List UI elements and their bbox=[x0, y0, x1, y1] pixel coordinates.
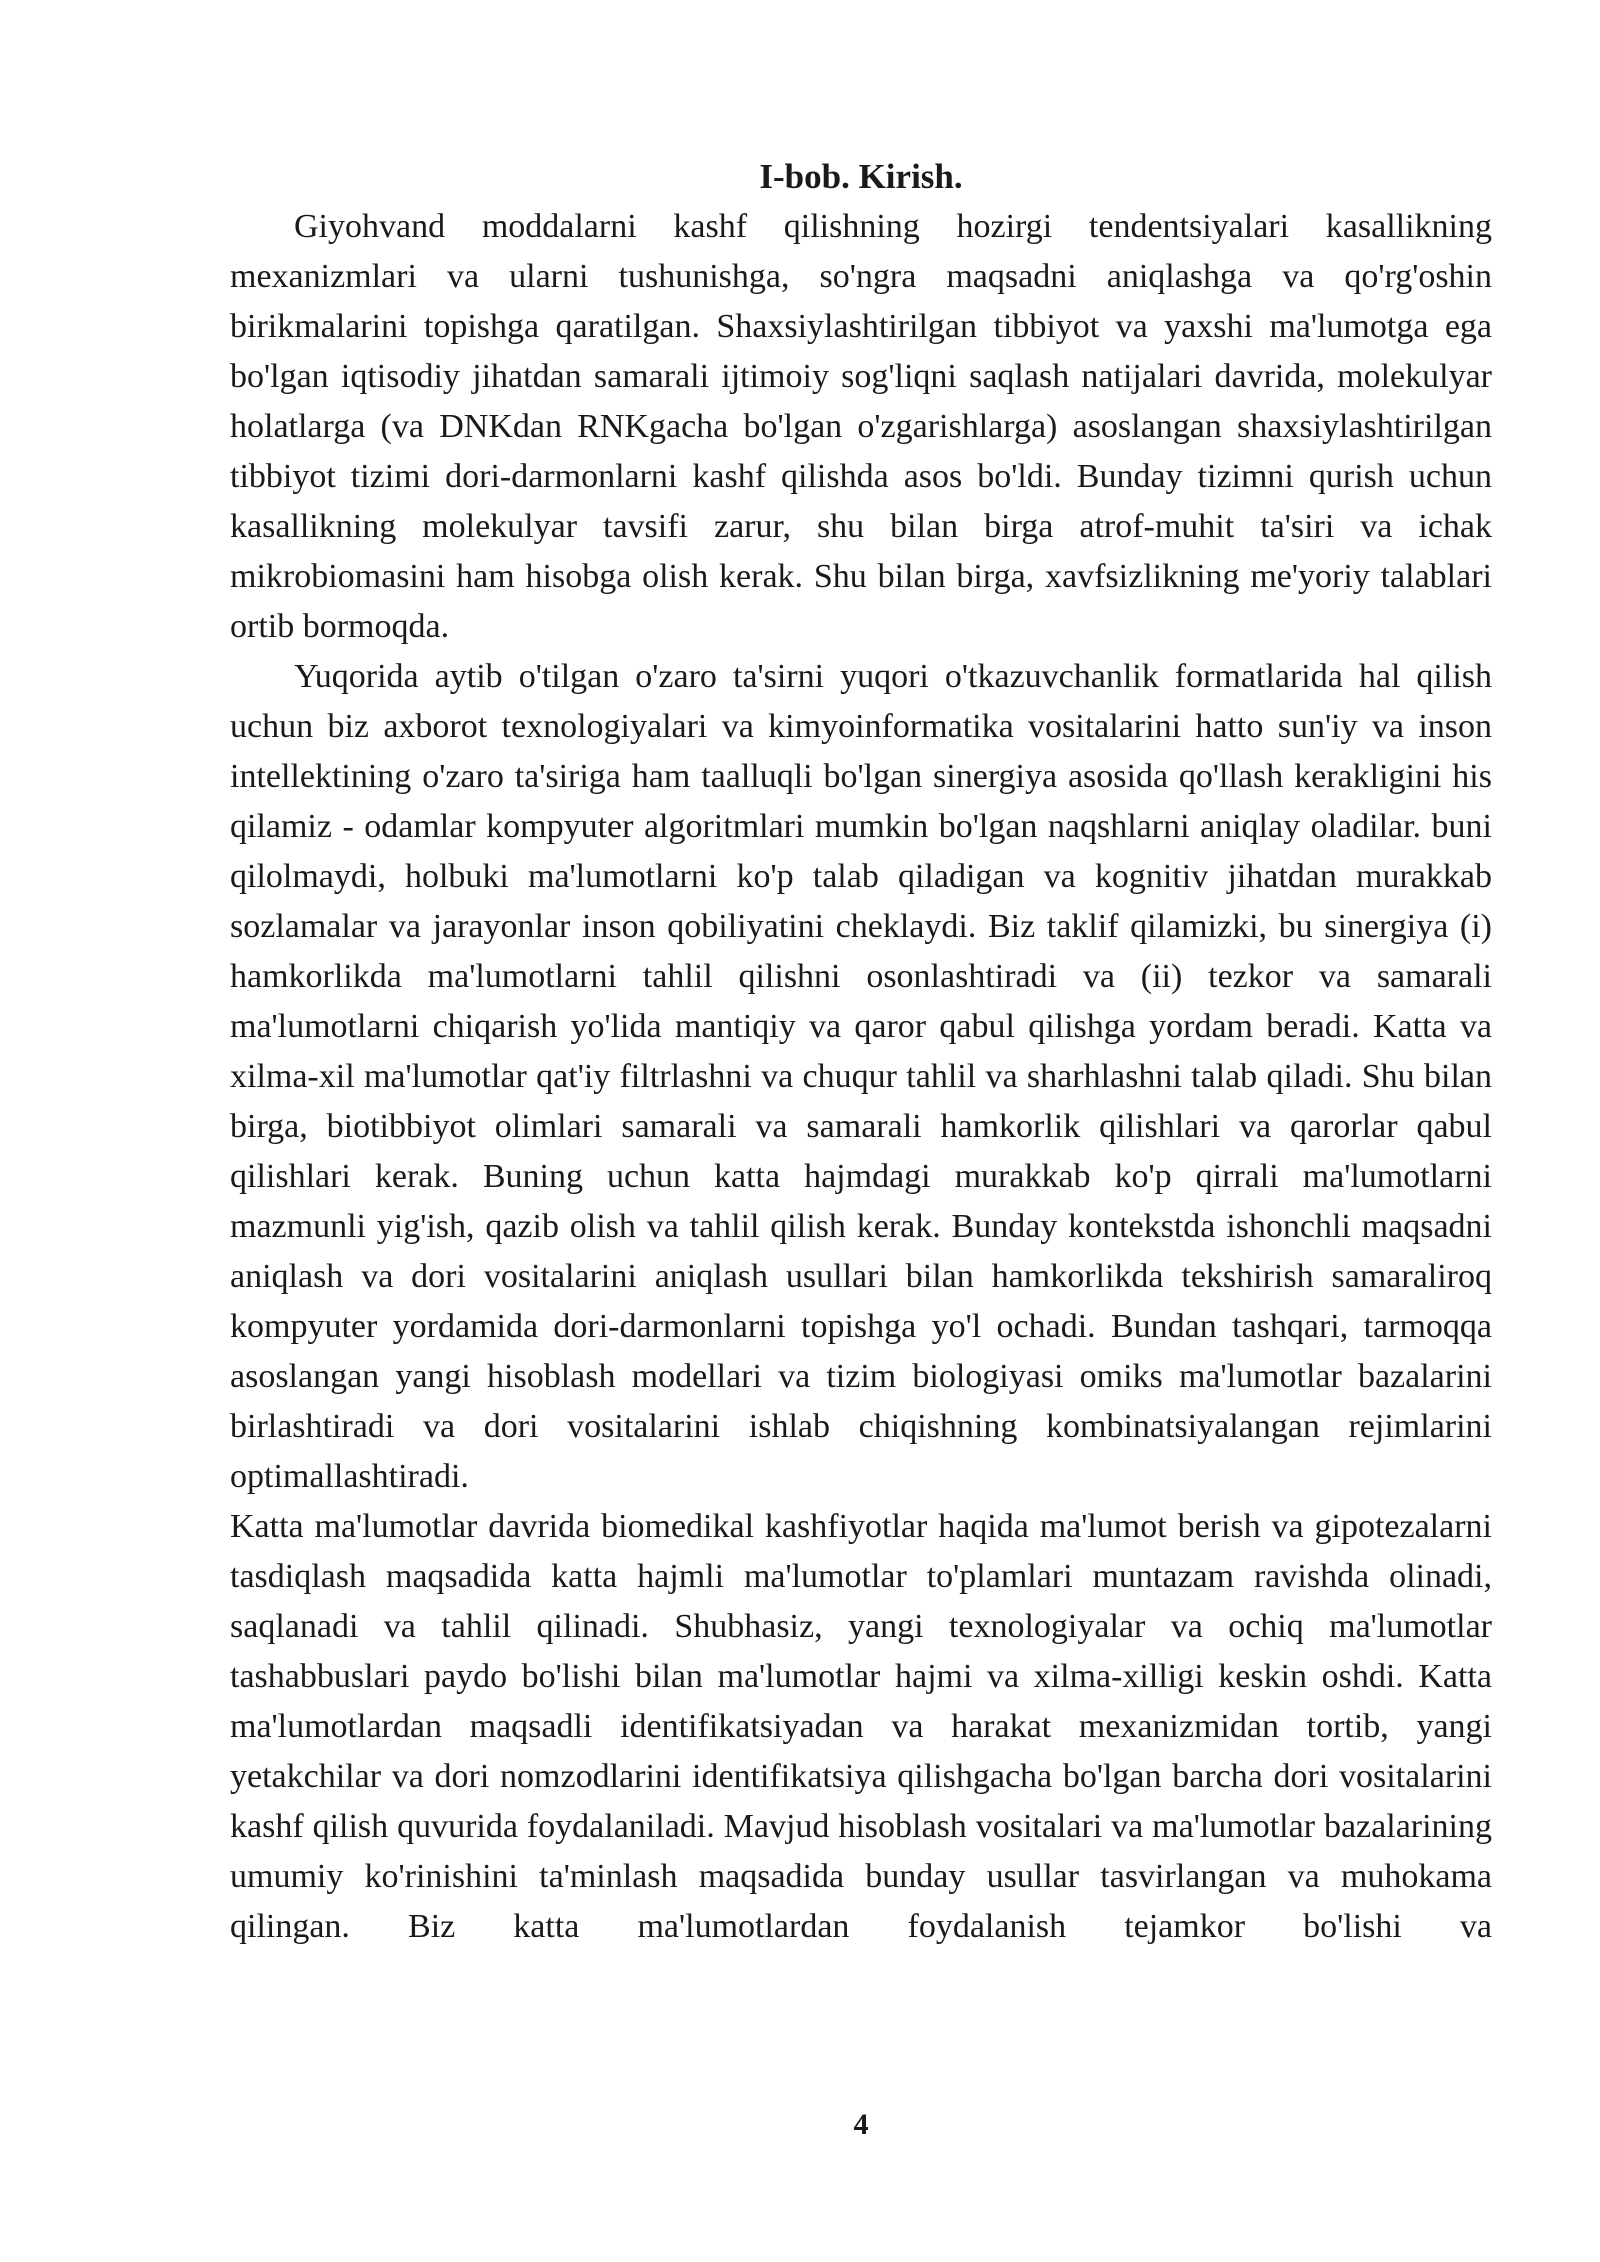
paragraph-synergy: Yuqorida aytib o'tilgan o'zaro ta'sirni yuqori o'tkazuvchanlik formatlarida hal qilish uchun biz axborot texnologiyalari va kimyoinformatika vositalarini hatto sun'iy va inson intellektining o'zaro ta'siriga ham taalluqli bo'lgan sinergiya asosida qo'llash kerakligini his qilamiz - odamlar kompyuter algoritmlari mumkin bo'lgan naqshlarni aniqlay oladilar. buni qilolmaydi, holbuki ma'lumotlarni ko'p talab qiladigan va kognitiv jihatdan murakkab sozlamalar va jarayonlar inson qobiliyatini cheklaydi. Biz taklif qilamizki, bu sinergiya (i) hamkorlikda ma'lumotlarni tahlil qilishni osonlashtiradi va (ii) tezkor va samarali ma'lumotlarni chiqarish yo'lida mantiqiy va qaror qabul qilishga yordam beradi. Katta va xilma-xil ma'lumotlar qat'iy filtrlashni va chuqur tahlil va sharhlashni talab qiladi. Shu bilan birga, biotibbiyot olimlari samarali va samarali hamkorlik qilishlari va qarorlar qabul qilishlari kerak. Buning uchun katta hajmdagi murakkab ko'p qirrali ma'lumotlarni mazmunli yig'ish, qazib olish va tahlil qilish kerak. Bunday kontekstda ishonchli maqsadni aniqlash va dori vositalarini aniqlash usullari bilan hamkorlikda tekshirish samaraliroq kompyuter yordamida dori-darmonlarni topishga yo'l ochadi. Bundan tashqari, tarmoqqa asoslangan yangi hisoblash modellari va tizim biologiyasi omiks ma'lumotlar bazalarini birlashtiradi va dori vositalarini ishlab chiqishning kombinatsiyalangan rejimlarini optimallashtiradi. bbox=[230, 658, 1492, 1495]
chapter-heading: I-bob. Kirish. bbox=[759, 157, 963, 196]
page-number: 4 bbox=[853, 2108, 869, 2141]
document-page bbox=[230, 0, 1492, 2262]
body-text bbox=[230, 202, 1492, 1952]
paragraph-big-data: Katta ma'lumotlar davrida biomedikal kashfiyotlar haqida ma'lumot berish va gipotezalarni tasdiqlash maqsadida katta hajmli ma'lumotlar to'plamlari muntazam ravishda olinadi, saqlanadi va tahlil qilinadi. Shubhasiz, yangi texnologiyalar va ochiq ma'lumotlar tashabbuslari paydo bo'lishi bilan ma'lumotlar hajmi va xilma-xilligi keskin oshdi. Katta ma'lumotlardan maqsadli identifikatsiyadan va harakat mexanizmidan tortib, yangi yetakchilar va dori nomzodlarini identifikatsiya qilishgacha bo'lgan barcha dori vositalarini kashf qilish quvurida foydalaniladi. Mavjud hisoblash vositalari va ma'lumotlar bazalarining umumiy ko'rinishini ta'minlash maqsadida bunday usullar tasvirlangan va muhokama qilingan. Biz katta ma'lumotlardan foydalanish tejamkor bo'lishi va bbox=[230, 1508, 1492, 1945]
paragraph-intro: Giyohvand moddalarni kashf qilishning hozirgi tendentsiyalari kasallikning mexanizmlari va ularni tushunishga, so'ngra maqsadni aniqlashga va qo'rg'oshin birikmalarini topishga qaratilgan. Shaxsiylashtirilgan tibbiyot va yaxshi ma'lumotga ega bo'lgan iqtisodiy jihatdan samarali ijtimoiy sog'liqni saqlash natijalari davrida, molekulyar holatlarga (va DNKdan RNKgacha bo'lgan o'zgarishlarga) asoslangan shaxsiylashtirilgan tibbiyot tizimi dori-darmonlarni kashf qilishda asos bo'ldi. Bunday tizimni qurish uchun kasallikning molekulyar tavsifi zarur, shu bilan birga atrof-muhit ta'siri va ichak mikrobiomasini ham hisobga olish kerak. Shu bilan birga, xavfsizlikning me'yoriy talablari ortib bormoqda. bbox=[230, 208, 1492, 645]
